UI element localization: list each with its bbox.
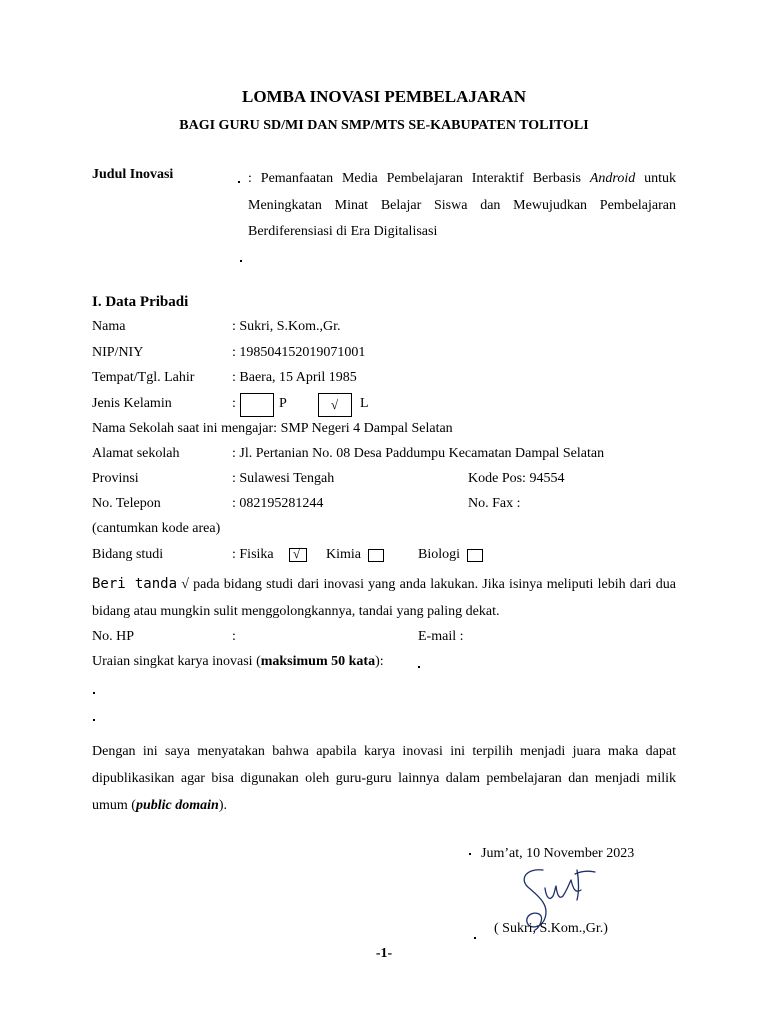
uraian-row <box>92 653 384 671</box>
declaration-text: Dengan ini saya menyatakan bahwa apabila karya inovasi ini terpilih menjadi juara maka dapat dipublikasikan agar bisa digunakan oleh guru-guru lainnya dalam pembelajaran dan menjadi milik umum ( <box>92 744 676 813</box>
ttl-label: Tempat/Tgl. Lahir <box>92 370 195 385</box>
checkbox-p[interactable] <box>240 393 274 417</box>
email-label: E-mail : <box>418 629 464 644</box>
instruction-paragraph <box>92 571 676 625</box>
bidang-label: Bidang studi <box>92 547 164 562</box>
check-mark-icon: √ <box>293 546 301 561</box>
bidang-biologi-label: Biologi <box>418 547 461 562</box>
dot-mark <box>240 260 242 262</box>
kode-area-note: (cantumkan kode area) <box>92 521 221 536</box>
sekolah-row <box>92 420 453 438</box>
page-number: -1- <box>375 946 393 961</box>
provinsi-value: : Sulawesi Tengah <box>232 471 335 486</box>
uraian-suffix: ): <box>375 654 384 669</box>
instruction-rest: √ pada bidang studi dari inovasi yang anda lakukan. Jika isinya meliputi lebih dari dua bidang atau mungkin sulit menggolongkannya, tandai yang paling dekat. <box>92 577 676 619</box>
checkbox-kimia[interactable] <box>368 549 384 562</box>
closing-name: ( Sukri, S.Kom.,Gr.) <box>494 921 608 936</box>
dot-mark <box>418 666 420 668</box>
hp-label: No. HP <box>92 629 135 644</box>
nip-value: : 198504152019071001 <box>232 345 366 360</box>
telp-value: : 082195281244 <box>232 496 324 511</box>
dot-mark <box>238 181 240 183</box>
bidang-kimia-label: Kimia <box>326 547 361 562</box>
document-subtitle: BAGI GURU SD/MI DAN SMP/MTS SE-KABUPATEN TOLITOLI <box>179 118 589 133</box>
jk-p-label: P <box>279 396 287 411</box>
declaration-paragraph <box>92 738 676 819</box>
uraian-prefix: Uraian singkat karya inovasi ( <box>92 654 261 669</box>
alamat-label: Alamat sekolah <box>92 446 180 461</box>
judul-italic: Android <box>589 171 636 186</box>
dot-mark <box>93 719 95 721</box>
judul-suffix: untuk Meningkatan Minat Belajar Siswa dan Mewujudkan Pembelajaran Berdiferensiasi di Era Digitalisasi <box>248 171 677 239</box>
nip-label: NIP/NIY <box>92 345 144 360</box>
dot-mark <box>474 937 476 939</box>
sekolah-label: Nama Sekolah saat ini mengajar: <box>92 421 281 436</box>
instruction-mono: Beri tanda <box>92 576 178 592</box>
check-mark-icon: √ <box>331 397 339 412</box>
declaration-bold-italic: public domain <box>135 798 219 813</box>
dot-mark <box>469 853 471 855</box>
alamat-value: : Jl. Pertanian No. 08 Desa Paddumpu Kecamatan Dampal Selatan <box>232 446 605 461</box>
hp-colon: : <box>232 629 236 644</box>
kodepos-label: Kode Pos: 94554 <box>468 471 565 486</box>
judul-prefix: : Pemanfaatan Media Pembelajaran Interaktif Berbasis <box>248 171 590 186</box>
closing-date: Jum’at, 10 November 2023 <box>481 846 635 861</box>
dot-mark <box>93 692 95 694</box>
nama-label: Nama <box>92 319 126 334</box>
section-heading-data-pribadi: I. Data Pribadi <box>92 294 189 310</box>
jk-l-label: L <box>360 396 369 411</box>
fax-label: No. Fax : <box>468 496 521 511</box>
sekolah-value: SMP Negeri 4 Dampal Selatan <box>280 421 453 436</box>
jk-colon: : <box>232 396 236 411</box>
nama-value: : Sukri, S.Kom.,Gr. <box>232 319 341 334</box>
checkbox-biologi[interactable] <box>467 549 483 562</box>
declaration-end: ). <box>218 798 227 813</box>
uraian-bold: maksimum 50 kata <box>260 654 376 669</box>
telp-label: No. Telepon <box>92 496 161 511</box>
jk-label: Jenis Kelamin <box>92 396 172 411</box>
judul-value <box>248 166 676 246</box>
provinsi-label: Provinsi <box>92 471 139 486</box>
judul-label: Judul Inovasi <box>92 167 174 182</box>
document-title: LOMBA INOVASI PEMBELAJARAN <box>241 87 526 106</box>
bidang-fisika-label: : Fisika <box>232 547 274 562</box>
ttl-value: : Baera, 15 April 1985 <box>232 370 357 385</box>
